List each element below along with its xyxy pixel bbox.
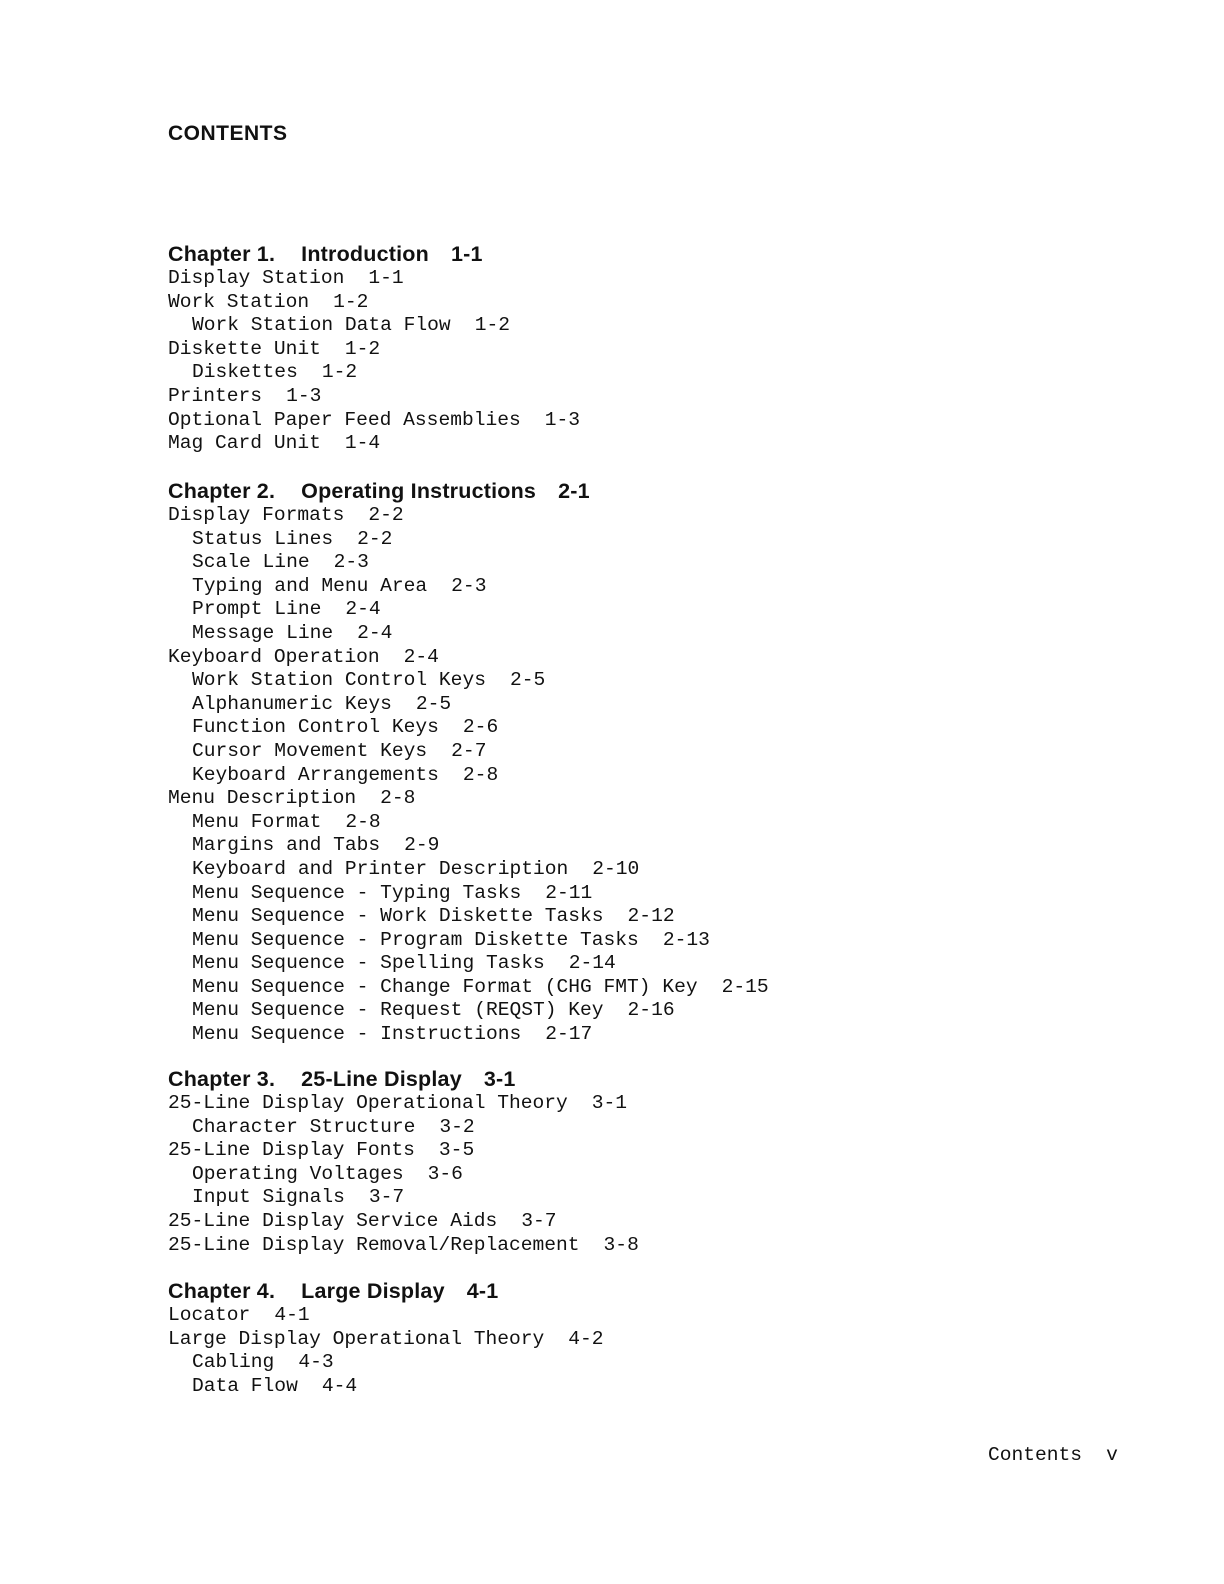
- chapter-page: 3-1: [483, 1067, 516, 1091]
- entry-page: 2-11: [545, 881, 593, 904]
- toc-entry[interactable]: [168, 291, 1068, 315]
- entry-page: 4-4: [321, 1374, 358, 1397]
- entry-page: 1-2: [344, 337, 381, 360]
- entry-text: Mag Card Unit: [168, 432, 321, 455]
- entry-text: Diskettes: [192, 361, 298, 384]
- entry-text: Character Structure: [192, 1115, 416, 1138]
- entry-page: 3-1: [591, 1092, 628, 1114]
- entry-page: 2-6: [462, 716, 499, 739]
- entry-text: Typing and Menu Area: [192, 574, 428, 597]
- entry-page: 2-2: [368, 504, 404, 526]
- entry-text: Menu Sequence - Instructions: [192, 1023, 522, 1046]
- toc-entry[interactable]: [168, 905, 1068, 929]
- chapter-number: Chapter 3.: [168, 1067, 276, 1091]
- toc-entry[interactable]: [168, 361, 1068, 385]
- chapter-name: Introduction: [301, 242, 429, 266]
- entry-page: 2-15: [721, 975, 769, 998]
- entry-page: 3-2: [439, 1115, 475, 1138]
- entry-page: 2-4: [357, 621, 393, 644]
- chapter-name: 25-Line Display: [301, 1067, 462, 1091]
- chapter-3: [168, 1066, 1068, 1257]
- entry-page: 2-16: [627, 999, 675, 1022]
- toc-entry[interactable]: [168, 787, 1068, 811]
- chapter-title[interactable]: [168, 1278, 1068, 1304]
- toc-entry[interactable]: [168, 1163, 1068, 1187]
- entry-text: Keyboard Operation: [168, 645, 380, 668]
- entry-page: 2-14: [568, 952, 616, 975]
- entry-text: Menu Sequence - Program Diskette Tasks: [192, 928, 639, 951]
- chapter-name: Large Display: [301, 1279, 445, 1303]
- entry-page: 1-2: [333, 290, 369, 313]
- entry-page: 1-2: [321, 361, 358, 384]
- toc-entry[interactable]: [168, 409, 1068, 433]
- toc-entry[interactable]: [168, 575, 1068, 599]
- entry-text: Margins and Tabs: [192, 834, 381, 857]
- entry-page: 1-3: [286, 384, 322, 407]
- entry-text: Menu Sequence - Spelling Tasks: [192, 952, 545, 975]
- entry-page: 1-2: [474, 314, 510, 337]
- toc-entry[interactable]: [168, 1351, 1068, 1375]
- toc-entry[interactable]: [168, 1139, 1068, 1163]
- chapter-4: [168, 1278, 1068, 1398]
- entry-page: 2-3: [333, 551, 369, 574]
- entry-page: 2-8: [380, 787, 416, 810]
- entry-page: 1-4: [344, 432, 381, 455]
- chapter-title[interactable]: [168, 478, 1068, 504]
- entry-page: 3-7: [521, 1209, 557, 1232]
- toc-entry[interactable]: [168, 1186, 1068, 1210]
- toc-entry[interactable]: [168, 669, 1068, 693]
- entry-text: Input Signals: [192, 1186, 345, 1209]
- entry-page: 2-12: [627, 905, 675, 928]
- entry-text: Locator: [168, 1304, 251, 1326]
- chapter-number: Chapter 1.: [168, 242, 276, 266]
- toc-entry[interactable]: [168, 834, 1068, 858]
- toc-entry[interactable]: [168, 1328, 1068, 1352]
- footer-page-number: v: [1106, 1444, 1118, 1466]
- toc-entry[interactable]: [168, 976, 1068, 1000]
- toc-entry[interactable]: [168, 314, 1068, 338]
- entry-page: 3-6: [427, 1162, 463, 1185]
- entry-page: 4-2: [568, 1327, 604, 1350]
- entry-page: 2-7: [451, 739, 487, 762]
- toc-entry[interactable]: [168, 622, 1068, 646]
- entry-page: 2-4: [403, 645, 439, 668]
- entry-text: Cursor Movement Keys: [192, 739, 428, 762]
- entry-text: Display Station: [168, 267, 345, 289]
- entry-page: 1-1: [368, 267, 404, 289]
- toc-entry[interactable]: [168, 1210, 1068, 1234]
- toc-entry[interactable]: [168, 598, 1068, 622]
- entry-page: 3-8: [603, 1233, 639, 1256]
- entry-text: Operating Voltages: [192, 1162, 404, 1185]
- page-heading: CONTENTS: [168, 122, 288, 145]
- entry-text: Prompt Line: [192, 598, 322, 621]
- toc-entry[interactable]: [168, 338, 1068, 362]
- toc-entry[interactable]: [168, 716, 1068, 740]
- entry-text: 25-Line Display Removal/Replacement: [168, 1233, 580, 1256]
- entry-page: 2-5: [415, 692, 452, 715]
- toc-entry[interactable]: [168, 267, 1068, 291]
- toc-entry[interactable]: [168, 858, 1068, 882]
- toc-entry[interactable]: [168, 764, 1068, 788]
- entry-page: 2-10: [592, 857, 640, 880]
- chapter-number: Chapter 2.: [168, 479, 276, 503]
- entry-page: 4-3: [298, 1351, 334, 1374]
- entry-page: 2-17: [545, 1023, 593, 1046]
- entry-text: Menu Sequence - Request (REQST) Key: [192, 999, 604, 1022]
- chapter-page: 2-1: [558, 479, 590, 503]
- toc-entry[interactable]: [168, 693, 1068, 717]
- chapter-2: [168, 478, 1068, 1047]
- entry-page: 1-3: [544, 408, 581, 431]
- entry-text: Message Line: [192, 621, 334, 644]
- entry-page: 2-13: [662, 928, 710, 951]
- toc-entry[interactable]: [168, 1116, 1068, 1140]
- entry-text: Menu Sequence - Change Format (CHG FMT) Key: [192, 975, 698, 998]
- chapter-name: Operating Instructions: [301, 479, 537, 503]
- toc-entry[interactable]: [168, 1304, 1068, 1328]
- entry-text: Data Flow: [192, 1374, 298, 1397]
- entry-page: 2-8: [345, 810, 381, 833]
- entry-page: 2-2: [357, 527, 393, 550]
- entry-text: Keyboard Arrangements: [192, 763, 439, 786]
- footer-label: Contents: [988, 1444, 1083, 1466]
- entry-text: 25-Line Display Fonts: [168, 1139, 415, 1162]
- page-footer: [988, 1444, 1118, 1466]
- entry-text: Menu Format: [192, 810, 322, 833]
- entry-page: 3-7: [368, 1186, 405, 1209]
- chapter-title[interactable]: [168, 1066, 1068, 1092]
- chapter-page: 4-1: [466, 1279, 499, 1303]
- entry-page: 4-1: [274, 1304, 310, 1326]
- entry-text: Status Lines: [192, 527, 334, 550]
- entry-text: Work Station: [168, 290, 310, 313]
- entry-text: Keyboard and Printer Description: [192, 857, 569, 880]
- entry-text: Menu Description: [168, 787, 357, 810]
- entry-page: 2-3: [451, 574, 487, 597]
- entry-text: 25-Line Display Operational Theory: [168, 1092, 568, 1114]
- entry-text: Menu Sequence - Work Diskette Tasks: [192, 905, 604, 928]
- chapter-number: Chapter 4.: [168, 1279, 276, 1303]
- entry-text: Cabling: [192, 1351, 275, 1374]
- entry-text: Optional Paper Feed Assemblies: [168, 408, 521, 431]
- toc-entry[interactable]: [168, 1023, 1068, 1047]
- entry-text: Function Control Keys: [192, 716, 439, 739]
- entry-text: Alphanumeric Keys: [192, 692, 392, 715]
- toc-entry[interactable]: [168, 999, 1068, 1023]
- entry-text: Printers: [168, 384, 263, 407]
- toc-entry[interactable]: [168, 432, 1068, 456]
- toc-entry[interactable]: [168, 385, 1068, 409]
- entry-page: 3-5: [438, 1139, 475, 1162]
- entry-text: Scale Line: [192, 551, 310, 574]
- toc-entry[interactable]: [168, 1234, 1068, 1258]
- entry-text: 25-Line Display Service Aids: [168, 1209, 498, 1232]
- chapter-1: [168, 241, 1068, 456]
- entry-text: Display Formats: [168, 504, 345, 526]
- entry-text: Diskette Unit: [168, 337, 321, 360]
- entry-page: 2-8: [462, 763, 499, 786]
- toc-entry[interactable]: [168, 1375, 1068, 1399]
- entry-text: Menu Sequence - Typing Tasks: [192, 881, 522, 904]
- toc-entry[interactable]: [168, 740, 1068, 764]
- toc-entry[interactable]: [168, 929, 1068, 953]
- toc-entry[interactable]: [168, 528, 1068, 552]
- toc-entry[interactable]: [168, 504, 1068, 528]
- entry-page: 2-5: [509, 669, 546, 692]
- toc-entry[interactable]: [168, 646, 1068, 670]
- chapter-page: 1-1: [450, 242, 483, 266]
- entry-page: 2-4: [345, 598, 381, 621]
- toc-entry[interactable]: [168, 952, 1068, 976]
- toc-entry[interactable]: [168, 811, 1068, 835]
- chapter-title[interactable]: [168, 241, 1068, 267]
- entry-text: Work Station Data Flow: [192, 314, 451, 337]
- entry-text: Large Display Operational Theory: [168, 1327, 545, 1350]
- toc-entry[interactable]: [168, 551, 1068, 575]
- entry-page: 2-9: [404, 834, 440, 857]
- entry-text: Work Station Control Keys: [192, 669, 486, 692]
- toc-entry[interactable]: [168, 1092, 1068, 1116]
- toc-entry[interactable]: [168, 882, 1068, 906]
